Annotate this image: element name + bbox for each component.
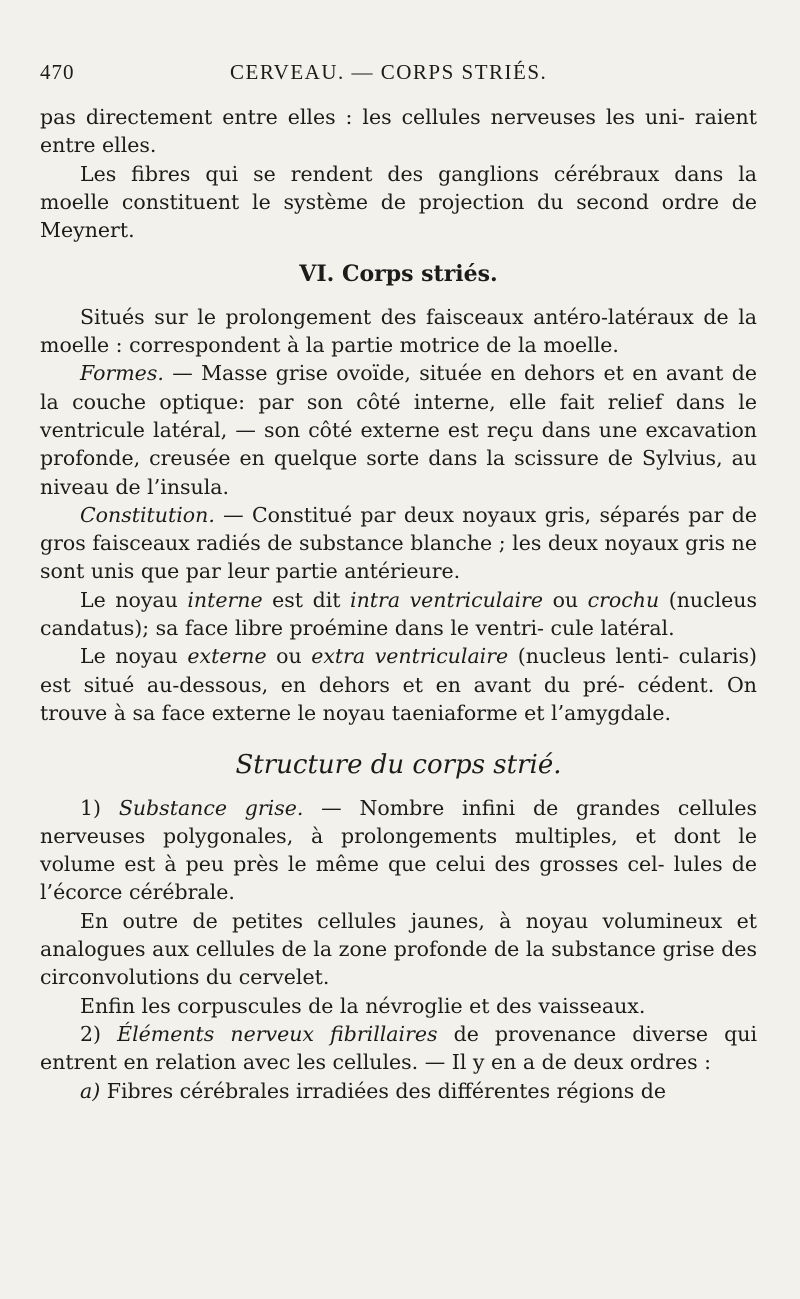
paragraph (40, 1077, 757, 1105)
page-header (40, 60, 752, 90)
paragraph (40, 586, 757, 643)
paragraph (40, 1020, 757, 1077)
paragraph-label: Constitution. (80, 502, 215, 527)
paragraph-text: — Masse grise ovoïde, située en dehors et en avant de la couche optique: par son côté interne, elle fait relief dans le ventricule latéral, — son côté externe est reçu dans une excavation profonde, creusée en quelque sorte dans la scissure de Sylvius, au niveau de l’insula. (40, 361, 757, 499)
paragraph-text: de provenance diverse qui entrent en relation avec les cellules. — Il y en a de deux ordres : (40, 1021, 758, 1075)
paragraph (40, 501, 757, 586)
paragraph-label: Éléments nerveux fibrillaires (117, 1021, 438, 1046)
emphasis: crochu (587, 587, 660, 612)
paragraph-text: Fibres cérébrales irradiées des différentes régions de (100, 1078, 667, 1103)
paragraph-text: — Nombre infini de grandes cellules nerveuses polygonales, à prolongements multiples, et dont le volume est à peu près le même que celui des grosses cel- lules de l’écorce cérébrale. (40, 795, 757, 905)
emphasis: externe (187, 644, 267, 669)
text-run: ou (266, 644, 312, 669)
list-number: 2) (80, 1021, 118, 1046)
emphasis: intra ventriculaire (350, 587, 544, 612)
page-number: 470 (40, 60, 75, 84)
paragraph (40, 359, 757, 500)
emphasis: interne (187, 587, 263, 612)
paragraph: En outre de petites cellules jaunes, à noyau volumineux et analogues aux cellules de la zone profonde de la substance grise des circonvolutions du cervelet. (40, 908, 757, 990)
paragraph-label: Formes. (80, 361, 164, 386)
running-title: CERVEAU. — CORPS STRIÉS. (230, 60, 548, 84)
section-title: VI. Corps striés. (299, 261, 498, 288)
paragraph: Situés sur le prolongement des faisceaux antéro-latéraux de la moelle : correspondent à la partie motrice de la moelle. (40, 304, 757, 358)
list-letter: a) (80, 1078, 101, 1103)
paragraph (40, 642, 757, 727)
paragraph-label: Substance grise. (118, 795, 304, 820)
text-run: est dit (262, 587, 351, 612)
paragraph: Enfin les corpuscules de la névroglie et des vaisseaux. (80, 993, 646, 1018)
list-number: 1) (80, 795, 119, 820)
paragraph (40, 794, 757, 907)
page-body (40, 103, 757, 1105)
emphasis: extra ventriculaire (311, 644, 509, 669)
text-run: ou (543, 587, 588, 612)
text-run: Le noyau (80, 644, 188, 669)
text-run: (nucleus lenti- cularis) est situé au-dessous, en dehors et en avant du pré- cédent. On trouve à sa face externe le noyau taeniaforme et l’amygdale. (40, 644, 758, 725)
paragraph: pas directement entre elles : les cellules nerveuses les uni- raient entre elles. (40, 105, 757, 158)
paragraph-text: — Constitué par deux noyaux gris, séparés par de gros faisceaux radiés de substance blanche ; les deux noyaux gris ne sont unis que par leur partie antérieure. (40, 502, 757, 584)
subsection-title: Structure du corps strié. (235, 750, 562, 781)
text-run: Le noyau (80, 587, 188, 612)
text-run: (nucleus candatus); sa face libre proémine dans le ventri- cule latéral. (40, 587, 757, 641)
paragraph: Les fibres qui se rendent des ganglions cérébraux dans la moelle constituent le système de projection du second ordre de Meynert. (40, 161, 757, 243)
